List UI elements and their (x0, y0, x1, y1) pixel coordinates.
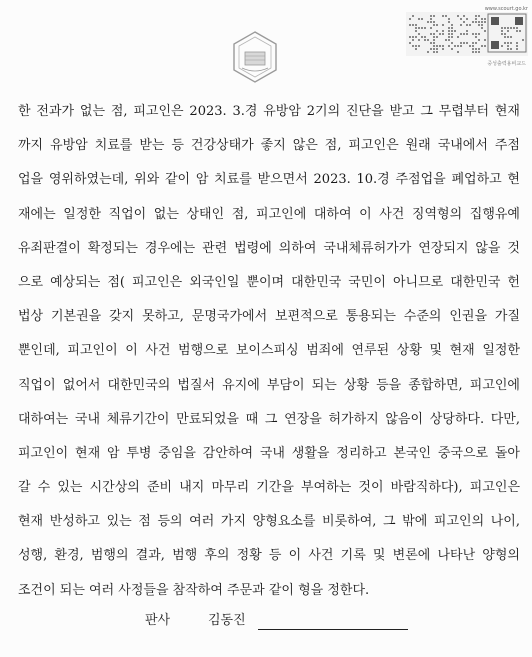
judge-title: 판사 (145, 613, 171, 628)
body-line: 한 전과가 없는 점, 피고인은 2023. 3.경 유방암 2기의 진단을 받고 그 무렵부터 현재 (18, 104, 520, 119)
judge-name: 김동진 (208, 613, 246, 628)
issuer-text: 중성출력용비교드 (487, 61, 526, 67)
body-line: 법상 기본권을 갖지 못하고, 문명국가에서 보편적으로 통용되는 수준의 인권을 가질 (18, 309, 520, 325)
body-line: 유죄판결이 확정되는 경우에는 관련 법령에 의하여 국내체류허가가 연장되지 않을 것 (18, 240, 520, 256)
court-seal-icon (230, 30, 280, 84)
body-line: 현재 반성하고 있는 점 등의 여러 가지 양형요소를 비롯하여, 그 밖에 피고인의 나이, (18, 514, 520, 530)
body-line: 뿐인데, 피고인이 이 사건 범행으로 보이스피싱 범죄에 연루된 상황 및 현재 일정한 (18, 343, 520, 359)
signature-line (258, 629, 408, 630)
site-url: www.scourt.go.kr (484, 6, 528, 12)
body-line: 성행, 환경, 범행의 결과, 범행 후의 정황 등 이 사건 기록 및 변론에 나타난 양형의 (18, 548, 520, 564)
body-line: 갈 수 있는 시간상의 준비 내지 마무리 기간을 부여하는 것이 바람직하다), 피고인은 (18, 480, 520, 496)
signature-block (0, 612, 532, 636)
body-line: 대하여는 국내 체류기간이 만료되었을 때 그 연장을 허가하지 않음이 상당하다. 다만, (18, 411, 520, 427)
document-barcode-icon (406, 12, 528, 56)
body-line: 피고인이 현재 암 투병 중임을 감안하여 국내 생활을 정리하고 본국인 중국으로 돌아 (18, 445, 520, 461)
judgment-body (18, 95, 520, 608)
body-line: 업을 영위하였는데, 위와 같이 암 치료를 받으면서 2023. 10.경 주점업을 폐업하고 현 (18, 172, 520, 188)
body-line: 조건이 되는 여러 사정들을 참작하여 주문과 같이 형을 정한다. (18, 582, 370, 598)
body-line: 재에는 일정한 직업이 없는 상태인 점, 피고인에 대하여 이 사건 징역형의 집행유예 (18, 206, 520, 222)
body-line: 으로 예상되는 점( 피고인은 외국인일 뿐이며 대한민국 국민이 아니므로 대한민국 헌 (18, 274, 520, 290)
body-line: 직업이 없어서 대한민국의 법질서 유지에 부담이 되는 상황 등을 종합하면, 피고인에 (18, 377, 520, 393)
body-line: 까지 유방암 치료를 받는 등 건강상태가 좋지 않은 점, 피고인은 원래 국내에서 주점 (18, 138, 520, 154)
